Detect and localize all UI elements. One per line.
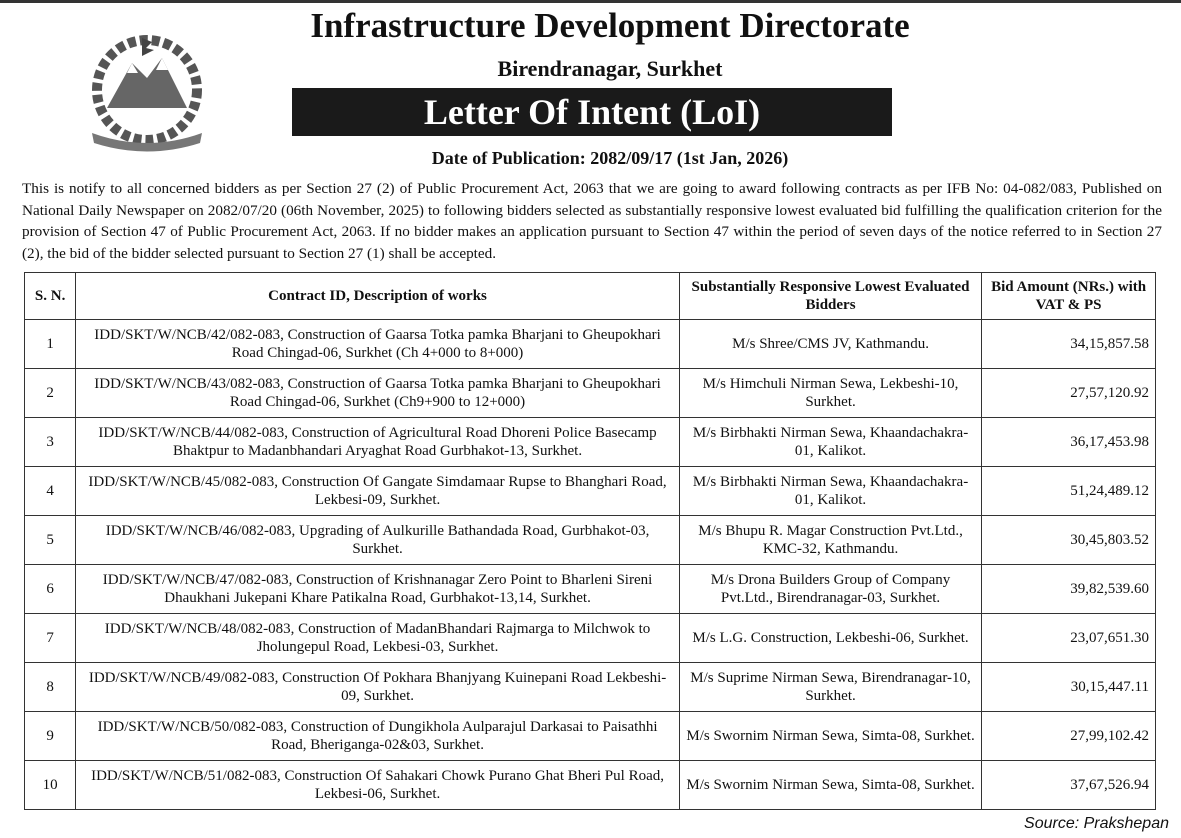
table-row xyxy=(25,369,1156,418)
cell-sn: 4 xyxy=(25,467,76,516)
cell-amount: 34,15,857.58 xyxy=(982,320,1156,369)
cell-contract: IDD/SKT/W/NCB/44/082-083, Construction of Agricultural Road Dhoreni Police Basecamp Bhaktpur to Madanbhandari Aryaghat Road Gurbhakot-13, Surkhet. xyxy=(76,418,680,467)
cell-sn: 8 xyxy=(25,663,76,712)
loi-banner: Letter Of Intent (LoI) xyxy=(292,88,892,136)
cell-contract: IDD/SKT/W/NCB/50/082-083, Construction of Dungikhola Aulparajul Darkasai to Paisathhi Road, Bheriganga-02&03, Surkhet. xyxy=(76,712,680,761)
cell-contract: IDD/SKT/W/NCB/42/082-083, Construction of Gaarsa Totka pamka Bharjani to Gheupokhari Road Chingad-06, Surkhet (Ch 4+000 to 8+000) xyxy=(76,320,680,369)
cell-amount: 30,15,447.11 xyxy=(982,663,1156,712)
cell-contract: IDD/SKT/W/NCB/49/082-083, Construction Of Pokhara Bhanjyang Kuinepani Road Lekbeshi-09, Surkhet. xyxy=(76,663,680,712)
cell-sn: 3 xyxy=(25,418,76,467)
cell-contract: IDD/SKT/W/NCB/46/082-083, Upgrading of Aulkurille Bathandada Road, Gurbhakot-03, Surkhet. xyxy=(76,516,680,565)
table-row xyxy=(25,320,1156,369)
source-credit: Source: Prakshepan xyxy=(1024,815,1169,832)
cell-bidder: M/s Shree/CMS JV, Kathmandu. xyxy=(679,320,981,369)
cell-sn: 10 xyxy=(25,761,76,810)
cell-bidder: M/s L.G. Construction, Lekbeshi-06, Surkhet. xyxy=(679,614,981,663)
nepal-emblem-icon xyxy=(72,28,222,153)
header-contract: Contract ID, Description of works xyxy=(76,273,680,320)
table-row xyxy=(25,516,1156,565)
cell-amount: 27,57,120.92 xyxy=(982,369,1156,418)
table-row xyxy=(25,712,1156,761)
header-amount: Bid Amount (NRs.) with VAT & PS xyxy=(982,273,1156,320)
page-subtitle: Birendranagar, Surkhet xyxy=(497,56,723,81)
page-title: Infrastructure Development Directorate xyxy=(310,6,910,45)
contracts-table xyxy=(24,272,1156,810)
header-sn: S. N. xyxy=(25,273,76,320)
cell-contract: IDD/SKT/W/NCB/45/082-083, Construction Of Gangate Simdamaar Rupse to Bhanghari Road, Lekbesi-09, Surkhet. xyxy=(76,467,680,516)
table-row xyxy=(25,663,1156,712)
intro-paragraph: This is notify to all concerned bidders as per Section 27 (2) of Public Procurement Act, 2063 that we are going to award following contracts as per IFB No: 04-082/083, Published on National Daily Newspaper on 2082/07/20 (06th November, 2025) to following bidders selected as substantially responsive lowest evaluated bid fulfilling the qualification criterion for the provision of Section 47 of Public Procurement Act, 2063. If no bidder makes an application pursuant to Section 47 within the period of seven days of the notice referred to in Section 27 (2), the bid of the bidder selected pursuant to Section 27 (1) shall be accepted. xyxy=(22,180,1162,262)
cell-bidder: M/s Suprime Nirman Sewa, Birendranagar-10, Surkhet. xyxy=(679,663,981,712)
cell-contract: IDD/SKT/W/NCB/47/082-083, Construction of Krishnanagar Zero Point to Bharleni Sireni Dhaukhani Jukepani Khare Patikalna Road, Gurbhakot-13,14, Surkhet. xyxy=(76,565,680,614)
table-row xyxy=(25,467,1156,516)
cell-amount: 37,67,526.94 xyxy=(982,761,1156,810)
cell-amount: 23,07,651.30 xyxy=(982,614,1156,663)
cell-sn: 2 xyxy=(25,369,76,418)
cell-contract: IDD/SKT/W/NCB/51/082-083, Construction Of Sahakari Chowk Purano Ghat Bheri Pul Road, Lekbesi-06, Surkhet. xyxy=(76,761,680,810)
header-bidder: Substantially Responsive Lowest Evaluated Bidders xyxy=(679,273,981,320)
cell-amount: 51,24,489.12 xyxy=(982,467,1156,516)
table-header-row xyxy=(25,273,1156,320)
cell-bidder: M/s Swornim Nirman Sewa, Simta-08, Surkhet. xyxy=(679,761,981,810)
cell-amount: 36,17,453.98 xyxy=(982,418,1156,467)
table-row xyxy=(25,761,1156,810)
cell-amount: 39,82,539.60 xyxy=(982,565,1156,614)
cell-sn: 1 xyxy=(25,320,76,369)
cell-amount: 27,99,102.42 xyxy=(982,712,1156,761)
cell-sn: 7 xyxy=(25,614,76,663)
cell-bidder: M/s Birbhakti Nirman Sewa, Khaandachakra-01, Kalikot. xyxy=(679,418,981,467)
cell-bidder: M/s Drona Builders Group of Company Pvt.Ltd., Birendranagar-03, Surkhet. xyxy=(679,565,981,614)
cell-sn: 9 xyxy=(25,712,76,761)
table-row xyxy=(25,614,1156,663)
table-row xyxy=(25,565,1156,614)
cell-contract: IDD/SKT/W/NCB/43/082-083, Construction of Gaarsa Totka pamka Bharjani to Gheupokhari Road Chingad-06, Surkhet (Ch9+900 to 12+000) xyxy=(76,369,680,418)
cell-amount: 30,45,803.52 xyxy=(982,516,1156,565)
table-row xyxy=(25,418,1156,467)
cell-sn: 6 xyxy=(25,565,76,614)
cell-bidder: M/s Bhupu R. Magar Construction Pvt.Ltd., KMC-32, Kathmandu. xyxy=(679,516,981,565)
cell-sn: 5 xyxy=(25,516,76,565)
cell-bidder: M/s Himchuli Nirman Sewa, Lekbeshi-10, Surkhet. xyxy=(679,369,981,418)
cell-bidder: M/s Birbhakti Nirman Sewa, Khaandachakra-01, Kalikot. xyxy=(679,467,981,516)
publication-date: Date of Publication: 2082/09/17 (1st Jan, 2026) xyxy=(431,148,789,168)
cell-contract: IDD/SKT/W/NCB/48/082-083, Construction of MadanBhandari Rajmarga to Milchwok to Jholungepul Road, Lekbesi-03, Surkhet. xyxy=(76,614,680,663)
cell-bidder: M/s Swornim Nirman Sewa, Simta-08, Surkhet. xyxy=(679,712,981,761)
